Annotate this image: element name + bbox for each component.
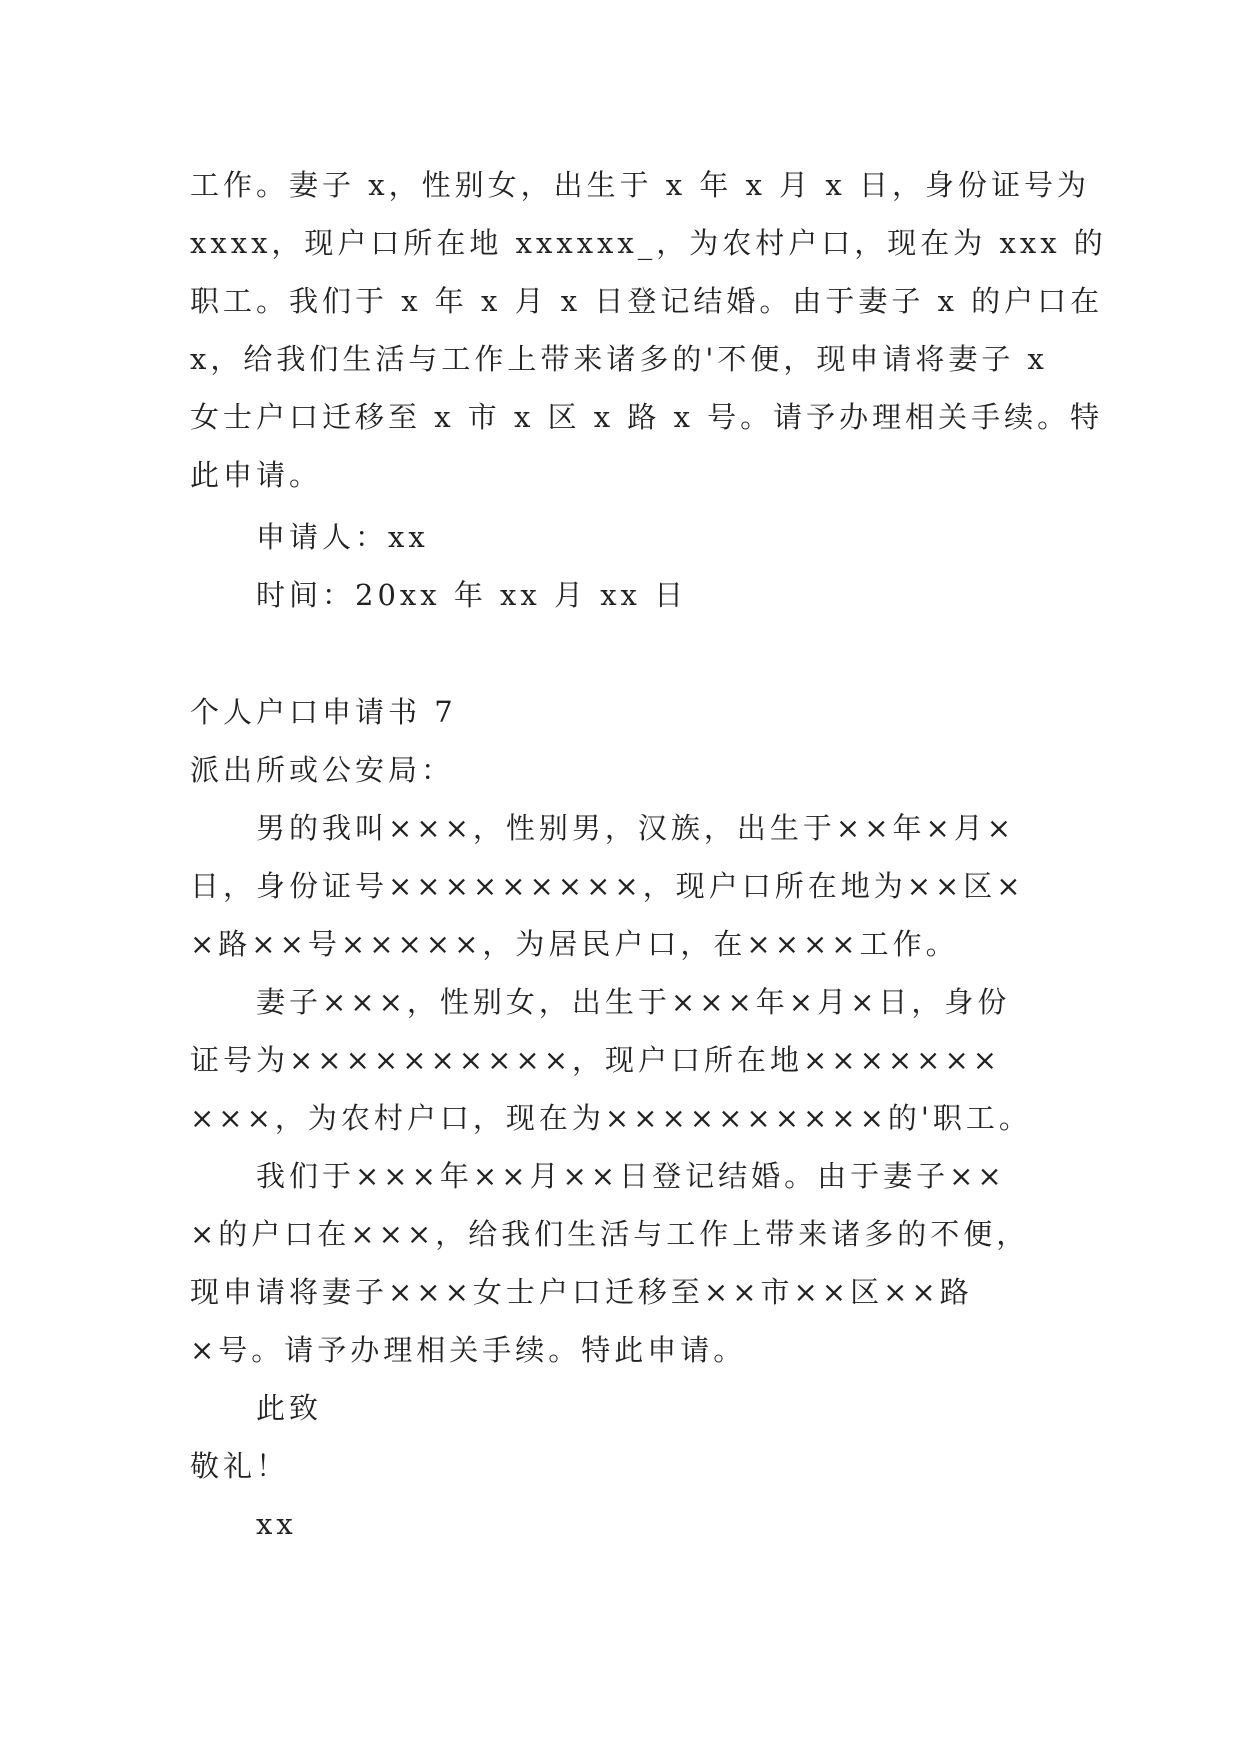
body-line: 男的我叫×××，性别男，汉族，出生于××年×月× xyxy=(256,811,1016,845)
section-body xyxy=(190,799,1070,1553)
previous-letter-signature xyxy=(190,508,1070,624)
body-line: 妻子×××，性别女，出生于×××年×月×日，身份 xyxy=(256,985,1011,1019)
body-line: ×号。请予办理相关手续。特此申请。 xyxy=(190,1333,747,1367)
previous-letter-continuation xyxy=(190,156,1107,504)
salutation-line: 敬礼！ xyxy=(190,1449,290,1483)
body-line: 我们于×××年××月××日登记结婚。由于妻子×× xyxy=(256,1159,1006,1193)
body-line: ×的户口在×××，给我们生活与工作上带来诸多的不便， xyxy=(190,1217,1030,1251)
applicant-line: 申请人：xx xyxy=(256,520,429,554)
addressee: 派出所或公安局： xyxy=(190,753,455,787)
body-line: 现申请将妻子×××女士户口迁移至××市××区××路 xyxy=(190,1275,973,1309)
body-line: ×路××号×××××，为居民户口，在××××工作。 xyxy=(190,927,959,961)
body-line: x，给我们生活与工作上带来诸多的'不便，现申请将妻子 x xyxy=(190,342,1048,376)
body-line: xxxx，现户口所在地 xxxxxx_，为农村户口，现在为 xxx 的 xyxy=(190,226,1107,260)
body-line: 女士户口迁移至 x 市 x 区 x 路 x 号。请予办理相关手续。特 xyxy=(190,400,1104,434)
body-line: 工作。妻子 x，性别女，出生于 x 年 x 月 x 日，身份证号为 xyxy=(190,168,1090,202)
section-title: 个人户口申请书 7 xyxy=(190,695,457,729)
section-heading xyxy=(190,683,1070,799)
paragraph-3 xyxy=(190,1147,1070,1379)
body-line: 职工。我们于 x 年 x 月 x 日登记结婚。由于妻子 x 的户口在 xyxy=(190,284,1104,318)
body-line: 此申请。 xyxy=(190,458,323,492)
closing-line: 此致 xyxy=(256,1391,323,1425)
body-line: 日，身份证号×××××××××，现户口所在地为××区× xyxy=(190,869,1025,903)
signature: xx xyxy=(256,1507,297,1541)
body-line: 证号为××××××××××，现户口所在地××××××× xyxy=(190,1043,1002,1077)
paragraph-1 xyxy=(190,799,1070,973)
paragraph-2 xyxy=(190,973,1070,1147)
body-line: ×××，为农村户口，现在为××××××××××的'职工。 xyxy=(190,1101,1032,1135)
date-line: 时间：20xx 年 xx 月 xx 日 xyxy=(256,578,688,612)
